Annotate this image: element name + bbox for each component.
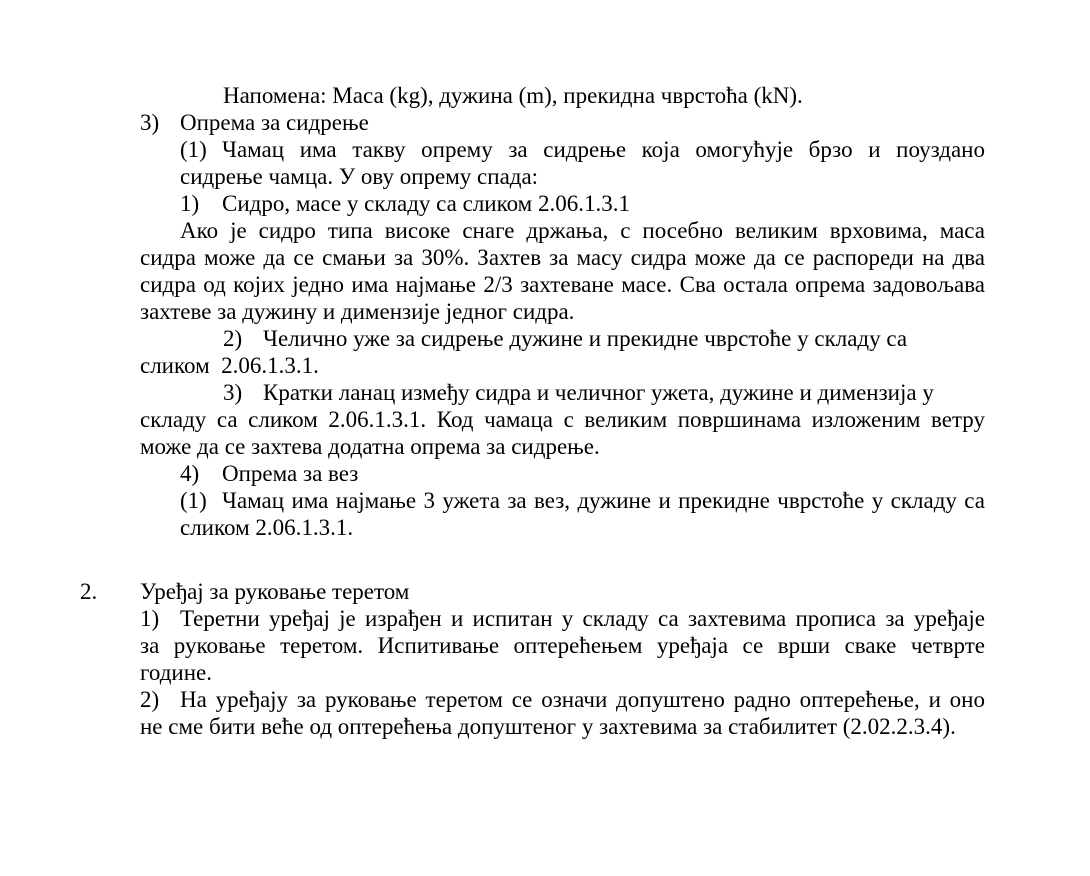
subitem-3-text-1: Кратки ланац између сидра и челичног ужета, дужине и димензија у — [263, 380, 934, 405]
list-marker: 3) — [140, 110, 160, 135]
list-marker: 4) — [180, 461, 200, 486]
mooring-para-text-1: Чамац има најмање 3 ужета за вез, дужине и прекидне чврстоће у складу са — [222, 488, 985, 513]
list-marker: 2) — [223, 326, 243, 351]
list-marker: 3) — [223, 380, 243, 405]
section-2-title: Уређај за руковање теретом — [140, 579, 410, 604]
anchor-mass-para-line-2: сидра може да се смањи за 30%. Захтев за масу сидра може да се распореди на два — [140, 245, 985, 270]
text-block — [80, 82, 985, 740]
list-marker: 1) — [180, 191, 200, 216]
list-marker: (1) — [180, 488, 207, 513]
anchor-mass-para-line-3: сидра од којих једно има најмање 2/3 захтеване масе. Сва остала опрема задовољава — [140, 272, 985, 297]
mooring-para-line-2: сликом 2.06.1.3.1. — [180, 515, 354, 540]
item-4-title: Опрема за вез — [222, 461, 359, 486]
cargo-para-1-line-3: године. — [140, 660, 212, 685]
anchor-mass-para-line-4: захтеве за дужину и димензије једног сидра. — [140, 299, 575, 324]
cargo-para-1-text-1: Теретни уређај је израђен и испитан у складу са захтевима прописа за уређаје — [180, 606, 985, 631]
subitem-1-text: Сидро, масе у складу са сликом 2.06.1.3.1 — [222, 191, 630, 216]
list-marker: 1) — [140, 606, 160, 631]
mooring-para-line-1 — [180, 487, 985, 514]
para-1-text-1: Чамац има такву опрему за сидрење која омогућује брзо и поуздано — [222, 137, 985, 162]
subitem-3-chain-line-2: складу са сликом 2.06.1.3.1. Код чамаца с великим површинама изложеним ветру — [140, 407, 985, 432]
cargo-para-1-line-1 — [140, 605, 985, 632]
section-2-heading — [80, 578, 985, 605]
item-3-anchoring-line — [140, 109, 985, 136]
item-4-mooring-line — [180, 460, 985, 487]
para-1-line-2: сидрење чамца. У ову опрему спада: — [180, 164, 539, 189]
cargo-para-1-line-2: за руковање теретом. Испитивање оптерећењем уређаја се врши сваке четврте — [140, 633, 985, 658]
subitem-3-chain-line-3: може да се захтева додатна опрема за сидрење. — [140, 434, 600, 459]
subitem-2-wire-line-1 — [223, 325, 985, 352]
item-3-title: Опрема за сидрење — [180, 110, 369, 135]
note-line: Напомена: Маса (kg), дужина (m), прекидна чврстоћа (kN). — [223, 83, 803, 108]
section-number: 2. — [80, 579, 98, 604]
cargo-para-2-line-1 — [140, 686, 985, 713]
subitem-3-chain-line-1 — [223, 379, 985, 406]
subitem-2-wire-line-2: сликом 2.06.1.3.1. — [140, 353, 319, 378]
cargo-para-2-text-1: На уређају за руковање теретом се означи допуштено радно оптерећење, и оно — [180, 687, 985, 712]
cargo-para-2-line-2: не сме бити веће од оптерећења допуштеног у захтевима за стабилитет (2.02.2.3.4). — [140, 714, 956, 739]
list-marker: 2) — [140, 687, 160, 712]
subitem-2-text-1: Челично уже за сидрење дужине и прекидне чврстоће у складу са — [263, 326, 908, 351]
subitem-1-anchor-line — [180, 190, 985, 217]
para-1-line-1 — [180, 136, 985, 163]
anchor-mass-para-line-1: Ако је сидро типа високе снаге држања, с посебно великим врховима, маса — [180, 218, 985, 243]
list-marker: (1) — [180, 137, 207, 162]
